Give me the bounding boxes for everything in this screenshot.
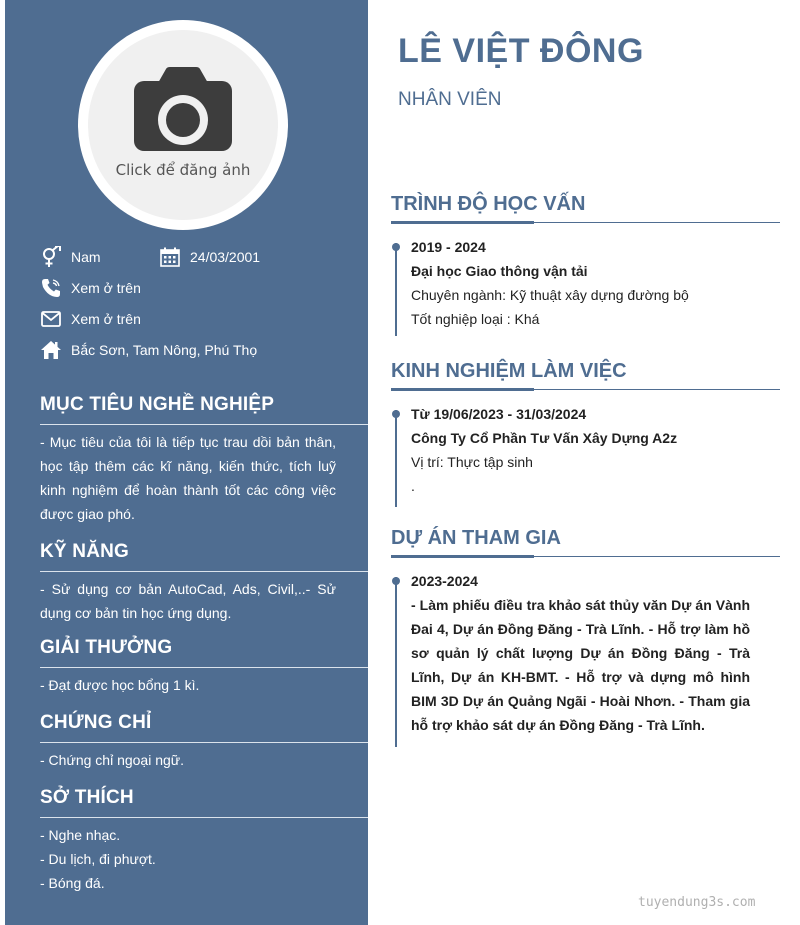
calendar-icon <box>159 246 181 268</box>
projects-entry <box>411 569 750 737</box>
education-title: TRÌNH ĐỘ HỌC VẤN <box>391 193 586 215</box>
avatar-placeholder[interactable] <box>88 30 278 220</box>
objective-text: - Mục tiêu của tôi là tiếp tục trau dồi bản thân, học tập thêm các kĩ năng, kiến thức, tích luỹ kinh nghiệm để hoàn thành tốt các công việc được giao phó. <box>40 434 336 522</box>
education-divider-accent <box>391 221 534 224</box>
candidate-name: LÊ VIỆT ĐÔNG <box>398 32 644 70</box>
address-row <box>40 339 257 361</box>
experience-period: Từ 19/06/2023 - 31/03/2024 <box>411 406 587 422</box>
certificates-text: - Chứng chỉ ngoại ngữ. <box>40 752 185 768</box>
home-icon <box>40 339 62 361</box>
objective-divider <box>40 424 368 425</box>
projects-description: - Làm phiếu điều tra khảo sát thủy văn Dự án Vành Đai 4, Dự án Đồng Đăng - Trà Lĩnh. - Hỗ trợ làm hồ sơ quản lý chất lượng Dự án Đồng Đăng - Trà Lĩnh, Dự án KH-BMT. - Hỗ trợ và dựng mô hình BIM 3D Dự án Quảng Ngãi - Hoài Nhơn. - Tham gia hỗ trợ khảo sát dự án Đồng Đăng - Trà Lĩnh. <box>411 597 750 733</box>
projects-timeline-dot <box>392 577 400 585</box>
experience-note: . <box>411 478 415 494</box>
skills-text: - Sử dụng cơ bản AutoCad, Ads, Civil,..- Sử dụng cơ bản tin học ứng dụng. <box>40 581 336 621</box>
education-timeline <box>395 243 397 336</box>
hobbies-title: SỞ THÍCH <box>40 787 134 808</box>
experience-divider-accent <box>391 388 534 391</box>
gender-icon <box>40 246 62 268</box>
projects-divider-accent <box>391 555 534 558</box>
experience-position: Vị trí: Thực tập sinh <box>411 454 533 470</box>
education-school: Đại học Giao thông vận tải <box>411 263 588 279</box>
watermark: tuyendung3s.com <box>638 895 756 910</box>
certificates-title: CHỨNG CHỈ <box>40 712 152 733</box>
education-period: 2019 - 2024 <box>411 239 486 255</box>
objective-title: MỤC TIÊU NGHỀ NGHIỆP <box>40 394 275 415</box>
email-value: Xem ở trên <box>71 311 141 327</box>
birthdate-row <box>159 246 260 268</box>
phone-value: Xem ở trên <box>71 280 141 296</box>
hobby-item: - Du lịch, đi phượt. <box>40 851 156 867</box>
phone-icon <box>40 277 62 299</box>
awards-text: - Đạt được học bổng 1 kì. <box>40 677 200 693</box>
avatar-upload-label[interactable]: Click để đăng ảnh <box>115 161 251 179</box>
projects-period: 2023-2024 <box>411 573 478 589</box>
experience-timeline <box>395 410 397 507</box>
candidate-role: NHÂN VIÊN <box>398 89 502 110</box>
certificates-divider <box>40 742 368 743</box>
awards-divider <box>40 667 368 668</box>
birthdate-value: 24/03/2001 <box>190 249 261 265</box>
hobbies-divider <box>40 817 368 818</box>
gender-value: Nam <box>71 249 101 265</box>
avatar[interactable] <box>78 20 288 230</box>
projects-title: DỰ ÁN THAM GIA <box>391 527 561 549</box>
education-grade: Tốt nghiệp loại : Khá <box>411 311 540 327</box>
education-entry <box>411 235 750 331</box>
phone-row <box>40 277 141 299</box>
gender-row <box>40 246 101 268</box>
envelope-icon <box>40 308 62 330</box>
email-row <box>40 308 141 330</box>
experience-timeline-dot <box>392 410 400 418</box>
sidebar <box>5 0 368 925</box>
skills-title: KỸ NĂNG <box>40 541 130 562</box>
hobby-item: - Bóng đá. <box>40 875 105 891</box>
experience-company: Công Ty Cổ Phần Tư Vấn Xây Dựng A2z <box>411 430 678 446</box>
experience-title: KINH NGHIỆM LÀM VIỆC <box>391 360 627 382</box>
awards-title: GIẢI THƯỞNG <box>40 637 173 658</box>
education-major: Chuyên ngành: Kỹ thuật xây dựng đường bộ <box>411 287 689 303</box>
education-timeline-dot <box>392 243 400 251</box>
skills-divider <box>40 571 368 572</box>
address-value: Bắc Sơn, Tam Nông, Phú Thọ <box>71 342 258 358</box>
hobby-item: - Nghe nhạc. <box>40 827 121 843</box>
camera-icon <box>134 67 232 151</box>
hobbies-list <box>40 823 336 895</box>
projects-timeline <box>395 577 397 747</box>
experience-entry <box>411 402 750 498</box>
